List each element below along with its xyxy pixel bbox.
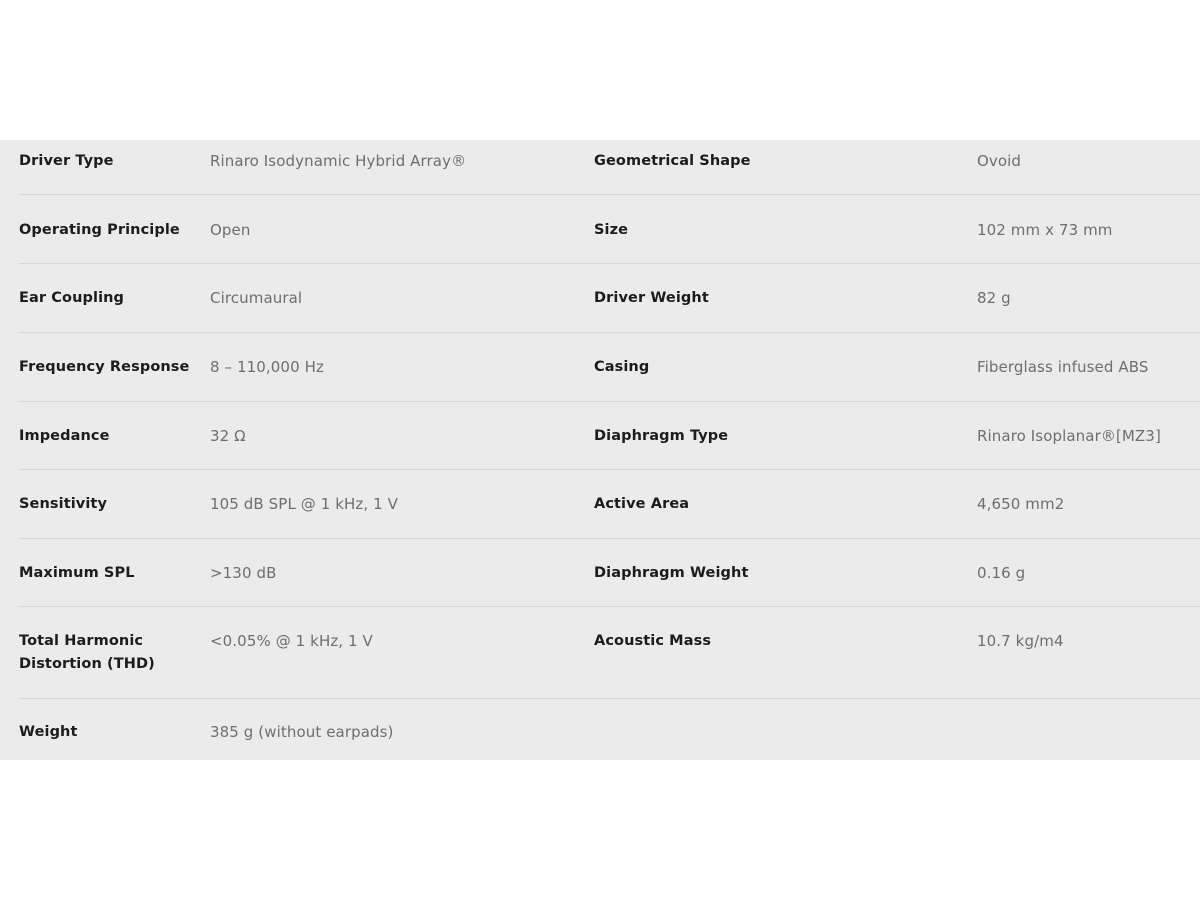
spec-value: 0.16 g bbox=[977, 564, 1026, 582]
spec-label: Active Area bbox=[594, 496, 690, 512]
spec-label: Diaphragm Weight bbox=[594, 565, 749, 581]
spec-value: <0.05% @ 1 kHz, 1 V bbox=[210, 632, 373, 650]
spec-value: 385 g (without earpads) bbox=[210, 723, 394, 741]
spec-value: 10.7 kg/m4 bbox=[977, 632, 1064, 650]
spec-value: Rinaro Isoplanar®[MZ3] bbox=[977, 427, 1161, 445]
spec-label: Driver Weight bbox=[594, 290, 709, 306]
spec-row bbox=[19, 264, 1200, 333]
spec-label: Size bbox=[594, 222, 629, 238]
spec-label: Operating Principle bbox=[19, 222, 180, 238]
spec-label: Geometrical Shape bbox=[594, 153, 751, 169]
spec-value: 102 mm x 73 mm bbox=[977, 221, 1113, 239]
spec-value: Rinaro Isodynamic Hybrid Array® bbox=[210, 152, 467, 170]
spec-label: Driver Type bbox=[19, 153, 114, 169]
spec-row bbox=[19, 333, 1200, 402]
spec-label: Diaphragm Type bbox=[594, 428, 729, 444]
spec-label: Maximum SPL bbox=[19, 565, 135, 581]
spec-value: 32 Ω bbox=[210, 427, 246, 445]
spec-row bbox=[19, 539, 1200, 607]
spec-label: Acoustic Mass bbox=[594, 633, 712, 649]
spec-label: Casing bbox=[594, 359, 650, 375]
spec-value: Fiberglass infused ABS bbox=[977, 358, 1149, 376]
spec-label: Weight bbox=[19, 724, 78, 740]
spec-value: 105 dB SPL @ 1 kHz, 1 V bbox=[210, 495, 398, 513]
spec-row bbox=[19, 195, 1200, 264]
spec-row bbox=[19, 699, 1200, 760]
spec-label: Ear Coupling bbox=[19, 290, 125, 306]
spec-value: Open bbox=[210, 221, 251, 239]
spec-label: Sensitivity bbox=[19, 496, 108, 512]
spec-value: Ovoid bbox=[977, 152, 1022, 170]
spec-label: Frequency Response bbox=[19, 359, 190, 375]
spec-row bbox=[19, 607, 1200, 699]
spec-row bbox=[19, 470, 1200, 539]
spec-row bbox=[19, 402, 1200, 470]
spec-value: Circumaural bbox=[210, 289, 303, 307]
spec-value: >130 dB bbox=[210, 564, 277, 582]
spec-value: 82 g bbox=[977, 289, 1011, 307]
spec-row bbox=[19, 140, 1200, 195]
spec-table bbox=[0, 140, 1200, 760]
spec-label: Total Harmonic Distortion (THD) bbox=[19, 633, 155, 672]
spec-value: 8 – 110,000 Hz bbox=[210, 358, 324, 376]
spec-value: 4,650 mm2 bbox=[977, 495, 1065, 513]
spec-label: Impedance bbox=[19, 428, 110, 444]
